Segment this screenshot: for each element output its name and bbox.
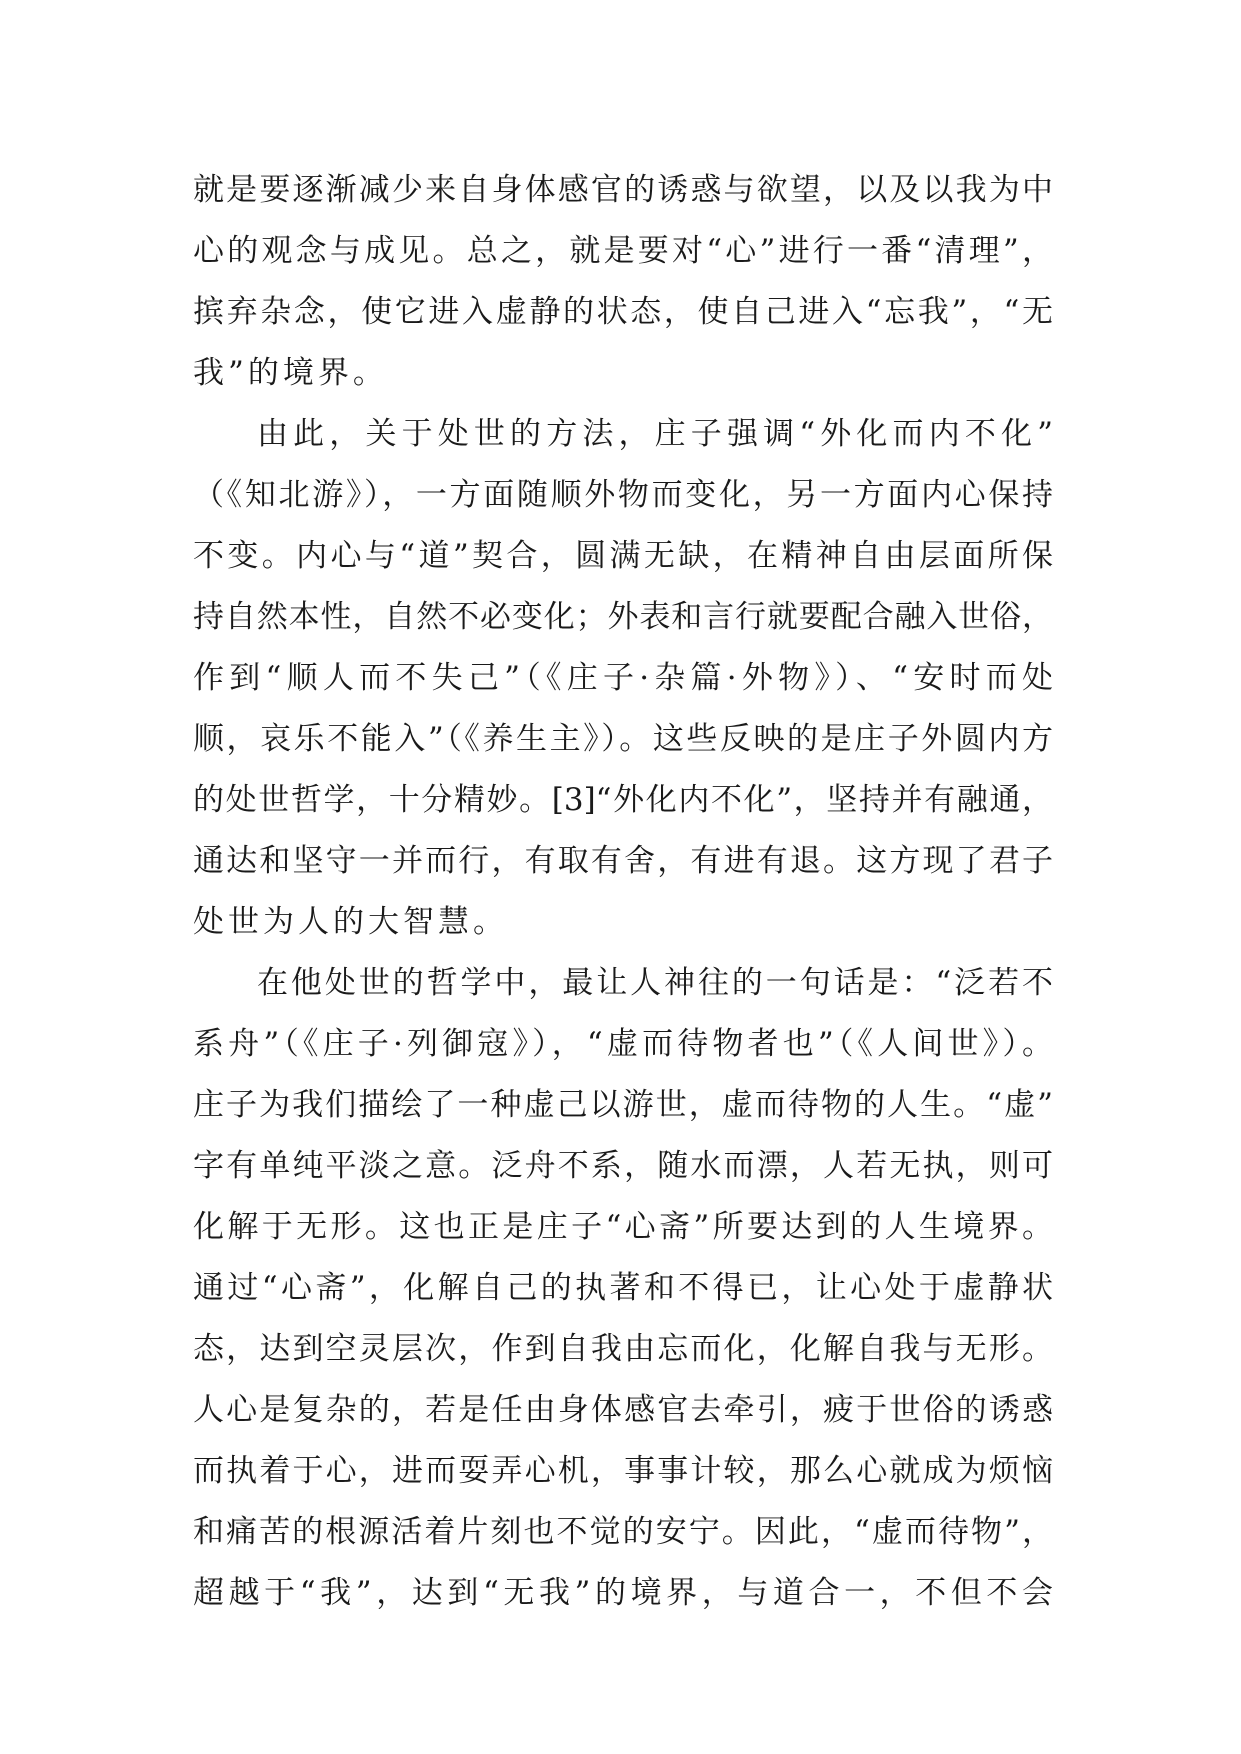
- paragraph-1: [193, 160, 1053, 404]
- text-line: 通达和坚守一并而行，有取有舍，有进有退。这方现了君子: [193, 843, 1053, 879]
- text-line: 不变。内心与“道”契合，圆满无缺，在精神自由层面所保: [193, 538, 1053, 574]
- text-line: 庄子为我们描绘了一种虚己以游世，虚而待物的人生。“虚”: [193, 1087, 1053, 1123]
- text-line: 摈弃杂念，使它进入虚静的状态，使自己进入“忘我”，“无: [193, 294, 1053, 330]
- text-line: 就是要逐渐减少来自身体感官的诱惑与欲望，以及以我为中: [193, 172, 1053, 208]
- text-line: 作到“顺人而不失己”（《庄子·杂篇·外物》）、“安时而处: [193, 660, 1053, 696]
- document-body: [193, 160, 1053, 1624]
- text-line: 化解于无形。这也正是庄子“心斋”所要达到的人生境界。: [193, 1209, 1053, 1245]
- paragraph-text: [193, 404, 1053, 953]
- text-line: 心的观念与成见。总之，就是要对“心”进行一番“清理”，: [193, 233, 1053, 269]
- text-line: 顺，哀乐不能入”（《养生主》）。这些反映的是庄子外圆内方: [193, 721, 1053, 757]
- text-line: 态，达到空灵层次，作到自我由忘而化，化解自我与无形。: [193, 1331, 1053, 1367]
- text-line: 的处世哲学，十分精妙。[3]“外化内不化”，坚持并有融通，: [193, 782, 1053, 818]
- paragraph-2: [193, 404, 1053, 953]
- text-line: 人心是复杂的，若是任由身体感官去牵引，疲于世俗的诱惑: [193, 1392, 1053, 1428]
- text-line: 持自然本性，自然不必变化；外表和言行就要配合融入世俗，: [193, 599, 1053, 635]
- text-line: 由此，关于处世的方法，庄子强调“外化而内不化”: [257, 416, 1053, 452]
- text-line: 处世为人的大智慧。: [193, 904, 508, 940]
- paragraph-3: [193, 953, 1053, 1624]
- text-line: 通过“心斋”，化解自己的执著和不得已，让心处于虚静状: [193, 1270, 1053, 1306]
- paragraph-text: [193, 953, 1053, 1624]
- text-line: 和痛苦的根源活着片刻也不觉的安宁。因此，“虚而待物”，: [193, 1514, 1053, 1550]
- text-line: 在他处世的哲学中，最让人神往的一句话是：“泛若不: [257, 965, 1053, 1001]
- text-line: 系舟”（《庄子·列御寇》），“虚而待物者也”（《人间世》）。: [193, 1026, 1053, 1062]
- text-line: 字有单纯平淡之意。泛舟不系，随水而漂，人若无执，则可: [193, 1148, 1053, 1184]
- text-line: （《知北游》），一方面随顺外物而变化，另一方面内心保持: [193, 477, 1053, 513]
- text-line: 我”的境界。: [193, 355, 388, 391]
- text-line: 超越于“我”，达到“无我”的境界，与道合一，不但不会: [193, 1575, 1053, 1611]
- paragraph-text: [193, 160, 1053, 404]
- text-line: 而执着于心，进而耍弄心机，事事计较，那么心就成为烦恼: [193, 1453, 1053, 1489]
